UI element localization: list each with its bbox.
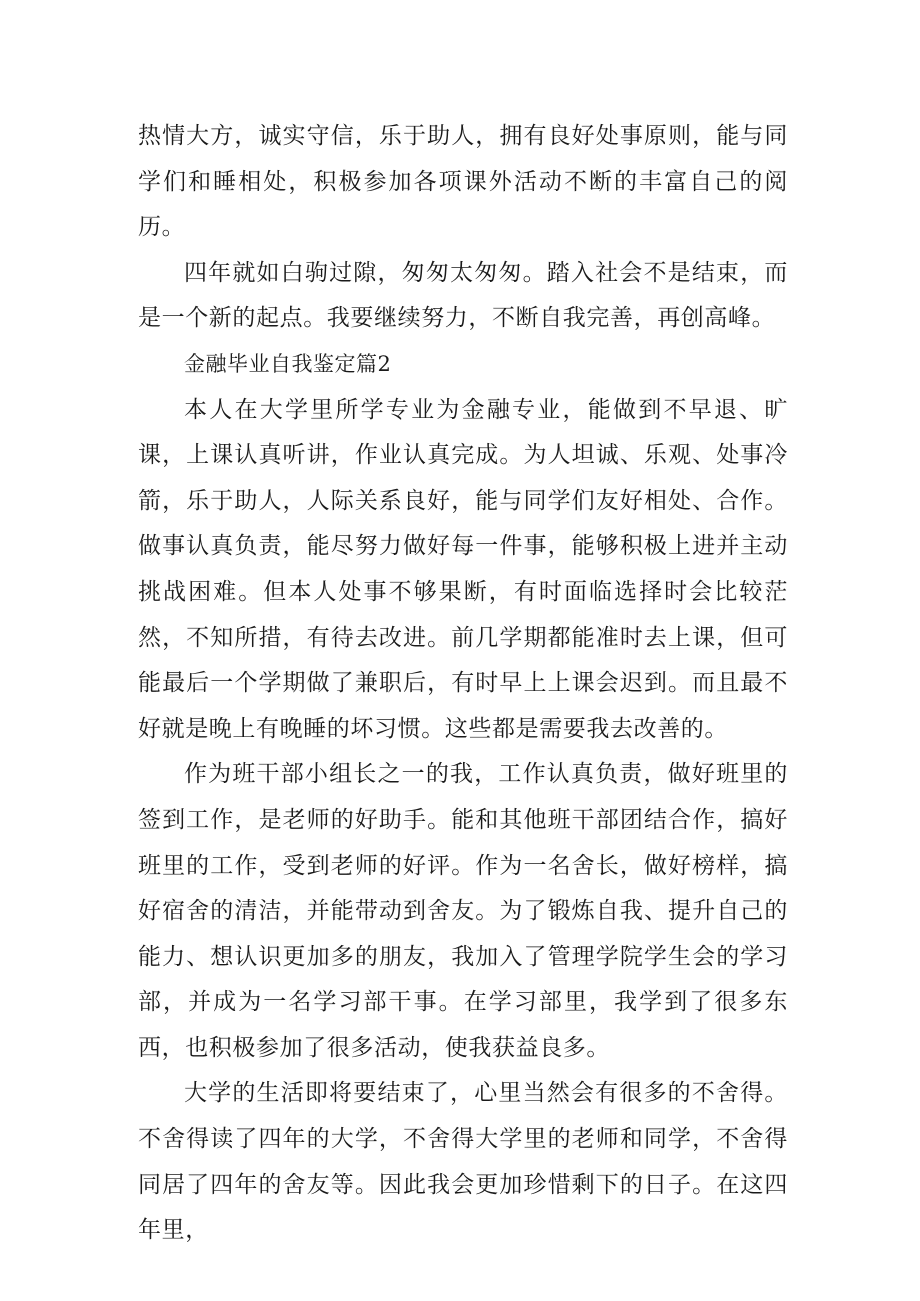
paragraph-farewell: 大学的生活即将要结束了，心里当然会有很多的不舍得。不舍得读了四年的大学，不舍得大学里的老师和同学，不舍得同居了四年的舍友等。因此我会更加珍惜剩下的日子。在这四年里，	[138, 1080, 788, 1244]
paragraph-conclusion: 四年就如白驹过隙，匆匆太匆匆。踏入社会不是结束，而是一个新的起点。我要继续努力，不断自我完善，再创高峰。	[138, 259, 788, 332]
section-heading: 金融毕业自我鉴定篇2	[184, 351, 392, 376]
paragraph-work: 作为班干部小组长之一的我，工作认真负责，做好班里的签到工作，是老师的好助手。能和其他班干部团结合作，搞好班里的工作，受到老师的好评。作为一名舍长，做好榜样，搞好宿舍的清洁，并能带动到舍友。为了锻炼自我、提升自己的能力、想认识更加多的朋友，我加入了管理学院学生会的学习部，并成为一名学习部干事。在学习部里，我学到了很多东西，也积极参加了很多活动，使我获益良多。	[138, 761, 788, 1061]
document-body	[138, 114, 788, 1254]
paragraph-continuation: 热情大方，诚实守信，乐于助人，拥有良好处事原则，能与同学们和睡相处，积极参加各项课外活动不断的丰富自己的阅历。	[138, 123, 788, 241]
paragraph-study: 本人在大学里所学专业为金融专业，能做到不早退、旷课，上课认真听讲，作业认真完成。为人坦诚、乐观、处事冷箭，乐于助人，人际关系良好，能与同学们友好相处、合作。做事认真负责，能尽努力做好每一件事，能够积极上进并主动挑战困难。但本人处事不够果断，有时面临选择时会比较茫然，不知所措，有待去改进。前几学期都能准时去上课，但可能最后一个学期做了兼职后，有时早上上课会迟到。而且最不好就是晚上有晚睡的坏习惯。这些都是需要我去改善的。	[138, 396, 788, 742]
